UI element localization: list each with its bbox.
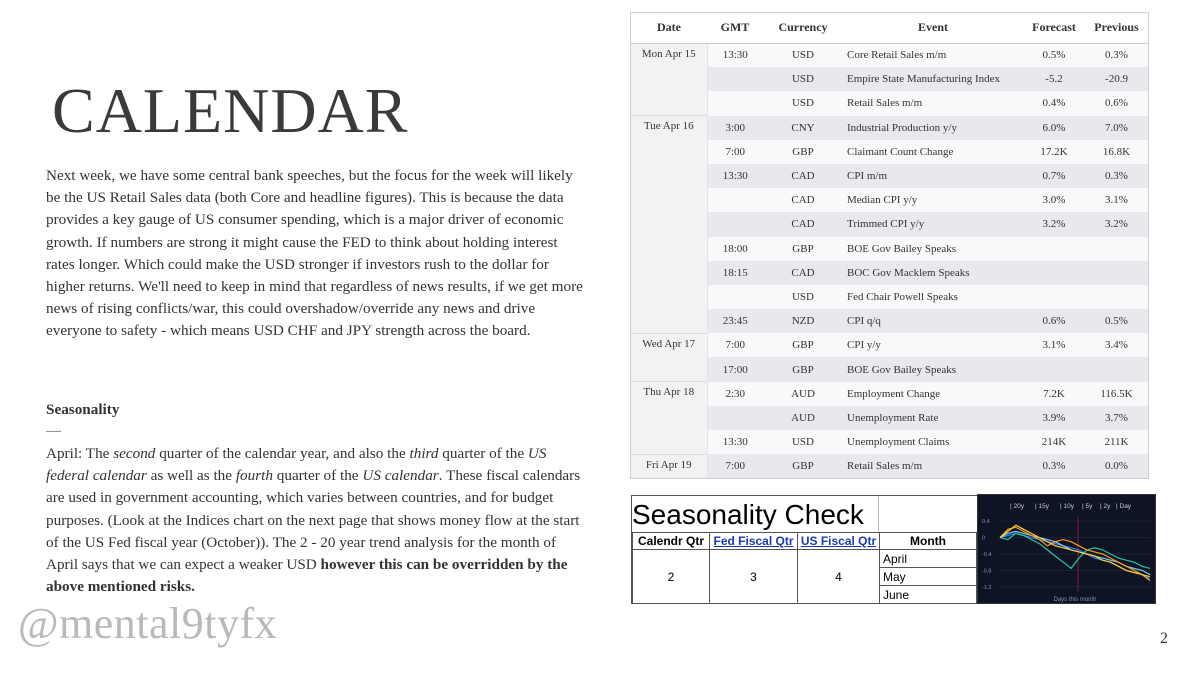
- previous-cell: [1085, 285, 1148, 309]
- date-cell: Tue Apr 16: [631, 116, 707, 334]
- y-tick-label: -1.2: [982, 584, 992, 591]
- previous-cell: -20.9: [1085, 67, 1148, 91]
- event-cell: Retail Sales m/m: [843, 454, 1023, 478]
- legend-label: | 5y: [1082, 503, 1093, 510]
- calendar-row: [631, 237, 1148, 261]
- seasonality-check-grid: [632, 532, 977, 604]
- currency-cell: USD: [763, 43, 843, 67]
- forecast-cell: 3.2%: [1023, 212, 1085, 236]
- calendar-row: [631, 357, 1148, 381]
- forecast-cell: [1023, 357, 1085, 381]
- text-run: . These fiscal calendars are used in government accounting, which varies between countries, and for budget purposes. (Look at the Indices chart on the next page that shows money flow at the start of the US Fed fiscal year (October)). The 2 - 20 year trend analysis for the month of April says that we can expect a weaker USD: [46, 467, 581, 574]
- previous-cell: 0.3%: [1085, 43, 1148, 67]
- currency-cell: CNY: [763, 116, 843, 140]
- calendar-row: [631, 188, 1148, 212]
- event-cell: CPI y/y: [843, 333, 1023, 357]
- currency-cell: GBP: [763, 237, 843, 261]
- emphasis-text: third: [409, 445, 439, 462]
- event-cell: CPI m/m: [843, 164, 1023, 188]
- text-run: quarter of the: [272, 467, 363, 485]
- calendar-row: [631, 309, 1148, 333]
- forecast-cell: 3.0%: [1023, 188, 1085, 212]
- series-line-20y: [1000, 533, 1150, 578]
- event-cell: Unemployment Rate: [843, 406, 1023, 430]
- seasonality-paragraph: [46, 443, 586, 598]
- date-cell: Mon Apr 15: [631, 43, 707, 116]
- emphasis-text: fourth: [235, 467, 273, 485]
- header-previous: Previous: [1085, 13, 1148, 43]
- page-title: CALENDAR: [52, 75, 409, 146]
- gmt-cell: [707, 212, 763, 236]
- currency-cell: GBP: [763, 454, 843, 478]
- season-row: [633, 550, 977, 568]
- text-run: April: The: [46, 445, 114, 462]
- economic-calendar-table: [631, 13, 1148, 478]
- forecast-cell: 0.5%: [1023, 43, 1085, 67]
- gmt-cell: 23:45: [707, 309, 763, 333]
- currency-cell: USD: [763, 430, 843, 454]
- gmt-cell: 13:30: [707, 43, 763, 67]
- month-may: May: [880, 568, 977, 586]
- section-divider: —: [46, 423, 61, 439]
- header-gmt: GMT: [707, 13, 763, 43]
- event-cell: Claimant Count Change: [843, 140, 1023, 164]
- text-run: as well as the: [146, 467, 236, 485]
- y-tick-label: -0.8: [982, 568, 992, 575]
- y-tick-label: -0.4: [982, 552, 992, 558]
- event-cell: Core Retail Sales m/m: [843, 43, 1023, 67]
- gmt-cell: [707, 188, 763, 212]
- previous-cell: 0.5%: [1085, 309, 1148, 333]
- forecast-cell: 214K: [1023, 430, 1085, 454]
- previous-cell: 211K: [1085, 430, 1148, 454]
- x-axis-label: Days this month: [1053, 597, 1097, 603]
- calendar-row: [631, 212, 1148, 236]
- currency-cell: AUD: [763, 406, 843, 430]
- calendar-body: [631, 43, 1148, 478]
- currency-cell: CAD: [763, 188, 843, 212]
- calendar-qtr-header: Calendr Qtr: [633, 533, 710, 550]
- calendar-header-row: [631, 13, 1148, 43]
- gmt-cell: 7:00: [707, 333, 763, 357]
- legend-label: | 20y: [1010, 503, 1024, 510]
- fed-fiscal-qtr-link[interactable]: Fed Fiscal Qtr: [710, 533, 798, 550]
- date-cell: Thu Apr 18: [631, 382, 707, 455]
- legend-label: | 2y: [1100, 503, 1111, 510]
- previous-cell: 0.3%: [1085, 164, 1148, 188]
- legend-label: | 15y: [1035, 503, 1049, 510]
- forecast-cell: 7.2K: [1023, 382, 1085, 406]
- currency-cell: USD: [763, 285, 843, 309]
- previous-cell: [1085, 261, 1148, 285]
- previous-cell: 3.7%: [1085, 406, 1148, 430]
- currency-cell: CAD: [763, 261, 843, 285]
- forecast-cell: 3.1%: [1023, 333, 1085, 357]
- gmt-cell: 3:00: [707, 116, 763, 140]
- event-cell: Industrial Production y/y: [843, 116, 1023, 140]
- gmt-cell: 13:30: [707, 430, 763, 454]
- previous-cell: 3.4%: [1085, 333, 1148, 357]
- forecast-cell: 0.6%: [1023, 309, 1085, 333]
- gmt-cell: [707, 91, 763, 115]
- calendar-qtr-value: 2: [633, 550, 710, 604]
- y-tick-label: 0: [982, 535, 986, 542]
- header-event: Event: [843, 13, 1023, 43]
- emphasis-text: second: [113, 445, 156, 462]
- text-run: quarter of the: [438, 445, 528, 462]
- forecast-cell: [1023, 237, 1085, 261]
- calendar-row: [631, 454, 1148, 478]
- season-header-row: [633, 533, 977, 550]
- gmt-cell: [707, 406, 763, 430]
- header-forecast: Forecast: [1023, 13, 1085, 43]
- calendar-row: [631, 285, 1148, 309]
- currency-cell: USD: [763, 91, 843, 115]
- legend-label: | 10y: [1060, 503, 1074, 510]
- previous-cell: [1085, 237, 1148, 261]
- event-cell: Fed Chair Powell Speaks: [843, 285, 1023, 309]
- calendar-row: [631, 116, 1148, 140]
- forecast-cell: 0.3%: [1023, 454, 1085, 478]
- currency-cell: GBP: [763, 357, 843, 381]
- currency-cell: GBP: [763, 140, 843, 164]
- calendar-row: [631, 91, 1148, 115]
- forecast-cell: [1023, 261, 1085, 285]
- us-fiscal-qtr-link[interactable]: US Fiscal Qtr: [798, 533, 880, 550]
- previous-cell: 116.5K: [1085, 382, 1148, 406]
- emphasis-text: US federal calendar: [46, 445, 547, 485]
- event-cell: CPI q/q: [843, 309, 1023, 333]
- header-date: Date: [631, 13, 707, 43]
- gmt-cell: 2:30: [707, 382, 763, 406]
- seasonality-check-title: Seasonality Check: [632, 496, 879, 532]
- event-cell: BOE Gov Bailey Speaks: [843, 357, 1023, 381]
- gmt-cell: 7:00: [707, 140, 763, 164]
- month-june: June: [880, 586, 977, 604]
- watermark-handle: @mental9tyfx: [18, 599, 278, 648]
- currency-cell: CAD: [763, 212, 843, 236]
- currency-cell: NZD: [763, 309, 843, 333]
- date-cell: Fri Apr 19: [631, 454, 707, 478]
- calendar-row: [631, 382, 1148, 406]
- calendar-row: [631, 67, 1148, 91]
- previous-cell: [1085, 357, 1148, 381]
- calendar-row: [631, 261, 1148, 285]
- gmt-cell: 18:15: [707, 261, 763, 285]
- fed-fiscal-qtr-value: 3: [710, 550, 798, 604]
- previous-cell: 3.2%: [1085, 212, 1148, 236]
- forecast-cell: 6.0%: [1023, 116, 1085, 140]
- forecast-cell: 0.7%: [1023, 164, 1085, 188]
- gmt-cell: [707, 285, 763, 309]
- seasonality-heading: Seasonality: [46, 401, 120, 418]
- event-cell: Trimmed CPI y/y: [843, 212, 1023, 236]
- intro-paragraph: Next week, we have some central bank speeches, but the focus for the week will likely be the US Retail Sales data (both Core and headline figures). This is because the data provides a key gauge of US consumer spending, which is a major driver of economic growth. If numbers are strong it might cause the FED to think about holding interest rates longer. Which could make the USD stronger if investors rush to the dollar for higher returns. We'll need to keep in mind that regardless of news results, if we get more news of rising conflicts/war, this could overshadow/override any news and drive everyone to safety - which means USD CHF and JPY strength across the board.: [46, 167, 583, 340]
- calendar-row: [631, 43, 1148, 67]
- legend-label: | Day: [1116, 503, 1132, 510]
- previous-cell: 7.0%: [1085, 116, 1148, 140]
- month-header: Month: [880, 533, 977, 550]
- forecast-cell: 17.2K: [1023, 140, 1085, 164]
- event-cell: BOE Gov Bailey Speaks: [843, 237, 1023, 261]
- currency-cell: USD: [763, 67, 843, 91]
- currency-cell: GBP: [763, 333, 843, 357]
- event-cell: BOC Gov Macklem Speaks: [843, 261, 1023, 285]
- forecast-cell: 3.9%: [1023, 406, 1085, 430]
- month-april: April: [880, 550, 977, 568]
- forecast-cell: [1023, 285, 1085, 309]
- seasonality-chart-svg: [978, 495, 1157, 605]
- gmt-cell: 7:00: [707, 454, 763, 478]
- previous-cell: 16.8K: [1085, 140, 1148, 164]
- event-cell: Empire State Manufacturing Index: [843, 67, 1023, 91]
- currency-cell: AUD: [763, 382, 843, 406]
- text-run: quarter of the calendar year, and also the: [155, 445, 410, 462]
- series-line-15y: [1000, 531, 1150, 574]
- seasonality-chart: [977, 494, 1156, 604]
- gmt-cell: 18:00: [707, 237, 763, 261]
- forecast-cell: 0.4%: [1023, 91, 1085, 115]
- header-currency: Currency: [763, 13, 843, 43]
- event-cell: Retail Sales m/m: [843, 91, 1023, 115]
- gmt-cell: 17:00: [707, 357, 763, 381]
- page-number: 2: [1160, 630, 1168, 647]
- calendar-row: [631, 164, 1148, 188]
- calendar-row: [631, 333, 1148, 357]
- seasonality-check-box: [631, 495, 978, 604]
- gmt-cell: 13:30: [707, 164, 763, 188]
- gmt-cell: [707, 67, 763, 91]
- event-cell: Unemployment Claims: [843, 430, 1023, 454]
- calendar-row: [631, 430, 1148, 454]
- us-fiscal-qtr-value: 4: [798, 550, 880, 604]
- emphasis-text: US calendar: [362, 467, 439, 485]
- y-tick-label: 0.4: [982, 519, 990, 526]
- event-cell: Median CPI y/y: [843, 188, 1023, 212]
- previous-cell: 0.6%: [1085, 91, 1148, 115]
- previous-cell: 3.1%: [1085, 188, 1148, 212]
- calendar-row: [631, 140, 1148, 164]
- event-cell: Employment Change: [843, 382, 1023, 406]
- calendar-row: [631, 406, 1148, 430]
- forecast-cell: -5.2: [1023, 67, 1085, 91]
- date-cell: Wed Apr 17: [631, 333, 707, 381]
- currency-cell: CAD: [763, 164, 843, 188]
- bold-warning-text: however this can be overridden by the above mentioned risks.: [46, 556, 568, 596]
- previous-cell: 0.0%: [1085, 454, 1148, 478]
